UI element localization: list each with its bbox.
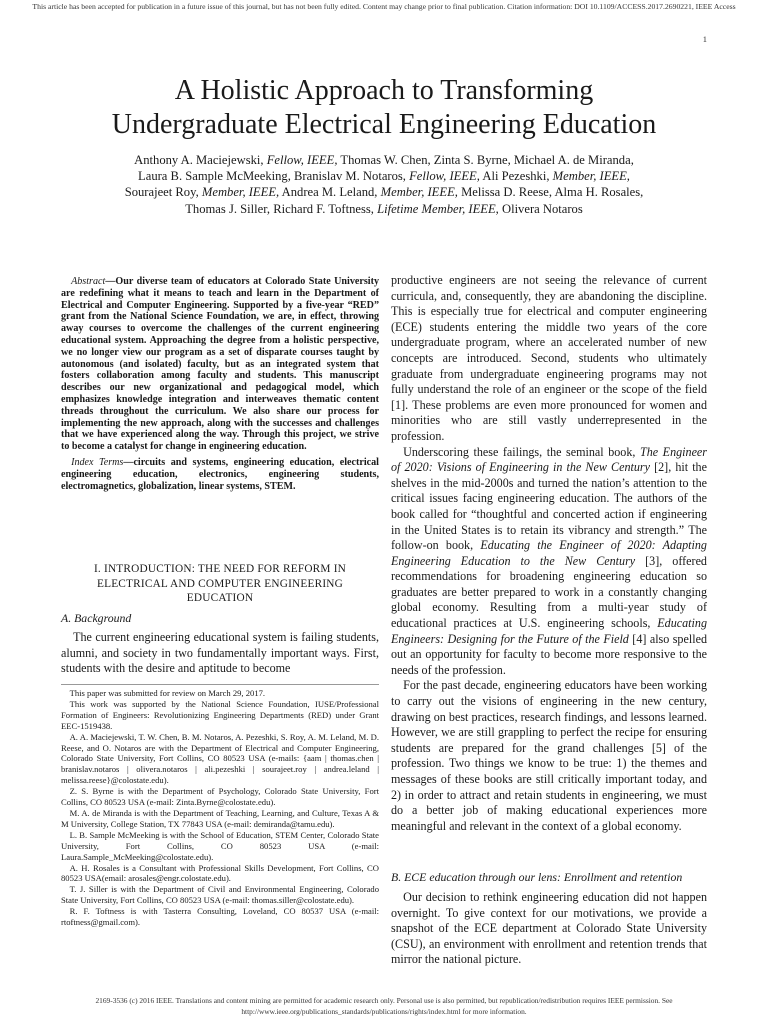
- author-text: Andrea M. Leland,: [281, 185, 378, 200]
- author-text: Thomas J. Siller, Richard F. Toftness,: [185, 201, 374, 216]
- copyright-notice: [40, 995, 728, 1017]
- author-text: Ali Pezeshki,: [482, 169, 550, 184]
- section-heading-line: I. INTRODUCTION: THE NEED FOR REFORM IN: [93, 563, 347, 575]
- index-terms-text: —circuits and systems, engineering education, electrical engineering education, electronics, engineering students, electromagnetics, globalization, linear systems, STEM.: [61, 456, 379, 492]
- footnote: M. A. de Miranda is with the Department of Teaching, Learning, and Culture, Texas A & M University, College Station, TX 77843 USA (e-mail: demiranda@tamu.edu).: [61, 807, 379, 829]
- body-paragraph: productive engineers are not seeing the relevance of current curricula, and, consequently, they are abandoning the discipline. This is especially true for electrical and computer engineering (ECE) students entering the middle two years of the core undergraduate program, where an accelerated number of new concepts are introduced. Second, students who ultimately graduate from undergraduate engineering programs may not fully understand the role of an engineer or the scope of the field [1]. These problems are even more pronounced for women and minorities who are still vastly underrepresented in the profession.: [391, 273, 707, 443]
- body-text: Underscoring these failings, the seminal book,: [403, 444, 640, 459]
- author-text: Laura B. Sample McMeeking, Branislav M. Notaros,: [138, 169, 406, 184]
- subsection-heading-enrollment: B. ECE education through our lens: Enrollment and retention: [391, 870, 683, 884]
- author-line-4: [60, 201, 708, 217]
- footnotes: [61, 688, 379, 928]
- author-line-3: [60, 184, 708, 200]
- book-title: Educating Engineers: Designing for the Future of the Field: [391, 616, 707, 646]
- publication-notice: This article has been accepted for publication in a future issue of this journal, but has not been fully edited. Content may change prior to final publication. Citation information: DOI 10.1109/ACCESS.2017.2690221, IEEE Access: [32, 2, 736, 11]
- abstract: [61, 276, 379, 453]
- footnote: Z. S. Byrne is with the Department of Psychology, Colorado State University, Fort Collins, CO 80523 USA (e-mail: Zinta.Byrne@colostate.edu).: [61, 786, 379, 808]
- body-paragraph: [391, 445, 707, 679]
- intro-paragraph: The current engineering educational system is failing students, alumni, and society in two fundamentally important ways. First, students with the desire and aptitude to become: [61, 630, 379, 676]
- title-line-2: Undergraduate Electrical Engineering Education: [111, 109, 657, 140]
- footnote: R. F. Toftness is with Tasterra Consulting, Loveland, CO 80537 USA (e-mail: rtoftness@gmail.com).: [61, 906, 379, 928]
- body-text: [2], hit the shelves in the mid-2000s and turned the nation’s attention to the critical issues facing engineering education. The authors of the book called for “thoughtful and concerted action if engineering in the United States is to retain its vibrancy and strength.” The follow-on book,: [391, 460, 707, 553]
- author-membership: Fellow, IEEE,: [409, 169, 480, 184]
- footnote: A. H. Rosales is a Consultant with Professional Skills Development, Fort Collins, CO 80523 USA(email: arosales@engr.colostate.edu).: [61, 862, 379, 884]
- footnote: A. A. Maciejewski, T. W. Chen, B. M. Notaros, A. Pezeshki, S. Roy, A. M. Leland, M. D. Reese, and O. Notaros are with the Department of Electrical and Computer Engineering, Colorado State University, Fort Collins, CO 80523 USA (e-mails: {aam | thomas.chen | branislav.notaros | olivera.notaros | ali.pezeshki | sourajeet.roy | andrea.leland | melissa.reese}@colostate.edu).: [61, 731, 379, 786]
- footnote: This paper was submitted for review on March 29, 2017.: [69, 688, 266, 698]
- author-membership: Member, IEEE,: [380, 185, 458, 200]
- author-text: Sourajeet Roy,: [124, 185, 199, 200]
- paper-title: [40, 74, 728, 142]
- footnote: T. J. Siller is with the Department of Civil and Environmental Engineering, Colorado State University, Fort Collins, CO 80523 USA (e-mail: thomas.siller@colostate.edu).: [61, 884, 379, 906]
- copyright-link: http://www.ieee.org/publications_standards/publications/rights/index.html for more information.: [241, 1007, 527, 1016]
- author-line-1: [60, 152, 708, 168]
- author-text: Thomas W. Chen, Zinta S. Byrne, Michael A. de Miranda,: [340, 153, 634, 167]
- abstract-label: Abstract: [71, 276, 106, 287]
- copyright-line: 2169-3536 (c) 2016 IEEE. Translations and content mining are permitted for academic research only. Personal use is also permitted, but republication/redistribution requires IEEE permission. See: [95, 996, 673, 1005]
- book-title: Educating the Engineer of 2020: Adapting Engineering Education to the New Century: [391, 538, 707, 568]
- right-column: [391, 273, 707, 834]
- author-text: Anthony A. Maciejewski,: [134, 153, 264, 167]
- section-heading: [61, 562, 379, 606]
- abstract-text: —Our diverse team of educators at Colorado State University are redefining what it means to teach and learn in the Department of Electrical and Computer Engineering. Supported by a five-year “RED” grant from the National Science Foundation, we are, in effect, throwing away courses to overcome the challenges of the current engineering educational system. Approaching the degree from a holistic perspective, we no longer view our program as a set of disparate courses taught by autonomous (and isolated) faculty, but as an integrated system that fosters collaboration among faculty and students. This manuscript describes our new organizational and pedagogical model, which emphasizes knowledge integration and interweaves thematic content threads throughout the curriculum. We also share our process for implementing the new approach, along with the successes and challenges that we have experienced along the way. Through this project, we strive to become a catalyst for change in engineering education.: [61, 276, 379, 453]
- footnote: L. B. Sample McMeeking is with the School of Education, STEM Center, Colorado State University, Fort Collins, CO 80523 USA (e-mail: Laura.Sample_McMeeking@colostate.edu).: [61, 829, 379, 862]
- body-text: [4] also spelled out an opportunity for faculty to become more responsive to the needs of the profession.: [391, 631, 707, 677]
- author-text: Olivera Notaros: [501, 201, 583, 216]
- title-line-1: A Holistic Approach to Transforming: [174, 75, 594, 106]
- author-membership: Fellow, IEEE,: [266, 153, 338, 167]
- body-text: [3], offered recommendations for broadening engineering education so graduates are better prepared to work in a constantly changing global economy. Resulting from a multi-year study of educational practices at U.S. engineering schools,: [391, 553, 707, 631]
- footnote-divider: [61, 684, 379, 685]
- author-membership: Lifetime Member, IEEE,: [377, 201, 499, 216]
- body-paragraph: For the past decade, engineering educators have been working to carry out the visions of engineering in the new century, drawing on best practices, research findings, and lessons learned. However, we are still grappling to perfect the recipe for ensuring students are prepared for the grand challenges [5] of the profession. Two things we know to be true: 1) the themes and messages of these books are still critically important today, and 2) in order to attract and retain students in engineering, we must do a better job of making educational experiences more meaningful and relevant in the context of a global economy.: [391, 678, 707, 833]
- subsection-heading-background: A. Background: [61, 611, 132, 625]
- index-terms: [61, 457, 379, 492]
- author-text: Melissa D. Reese, Alma H. Rosales,: [461, 185, 644, 200]
- page-number: 1: [702, 34, 707, 44]
- section-heading-line: EDUCATION: [186, 592, 254, 604]
- left-column: [61, 276, 379, 492]
- author-list: [60, 152, 708, 217]
- index-terms-label: Index Terms: [71, 456, 124, 468]
- book-title: The Engineer of 2020: Visions of Engineering in the New Century: [391, 444, 708, 475]
- footnote: This work was supported by the National Science Foundation, IUSE/Professional Formation of Engineers: Revolutionizing Engineering Departments (RED) under Grant EEC-1519438.: [61, 698, 379, 731]
- body-paragraph: Our decision to rethink engineering education did not happen overnight. To give context for our motivations, we provide a snapshot of the ECE department at Colorado State University (CSU), an environment with enrollment and retention trends that mirror the national picture.: [391, 890, 707, 967]
- author-line-2: [60, 168, 708, 184]
- author-membership: Member, IEEE,: [201, 185, 280, 200]
- author-membership: Member, IEEE,: [552, 169, 630, 184]
- section-heading-line: ELECTRICAL AND COMPUTER ENGINEERING: [97, 577, 343, 590]
